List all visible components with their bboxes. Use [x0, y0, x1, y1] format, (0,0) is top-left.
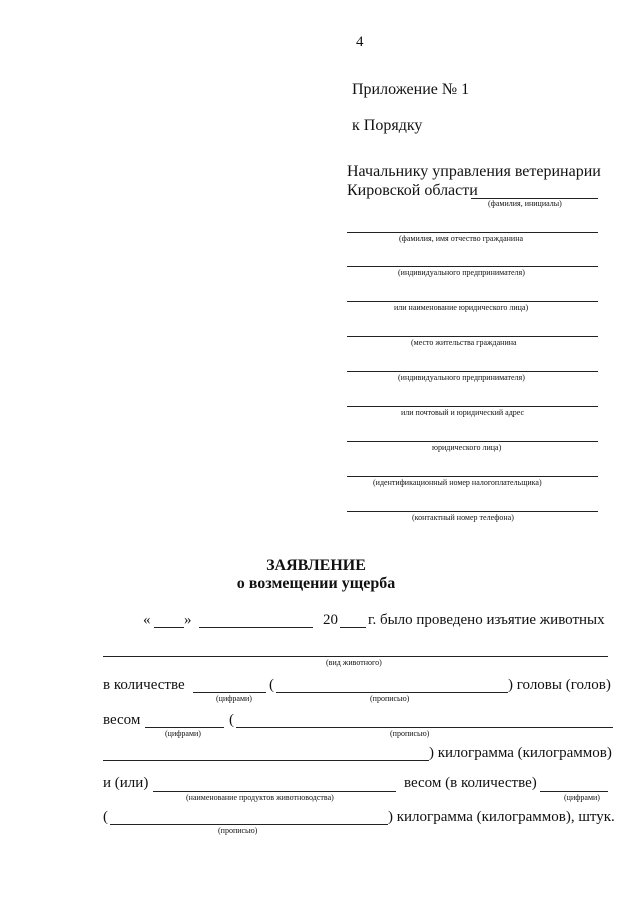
- products-words-caption: (прописью): [218, 826, 258, 835]
- animal-type-line[interactable]: [103, 656, 608, 657]
- animal-type-caption: (вид животного): [326, 658, 382, 667]
- products-digits-line[interactable]: [540, 791, 608, 792]
- date-close-quote: »: [184, 612, 192, 628]
- heads-text: ) головы (голов): [508, 677, 611, 693]
- year-prefix: 20: [323, 612, 338, 628]
- applicant-field-line[interactable]: [347, 336, 598, 337]
- weight-digits-caption: (цифрами): [165, 729, 201, 738]
- weight-words-caption: (прописью): [390, 729, 430, 738]
- quantity-open-paren: (: [269, 677, 274, 693]
- final-open-paren: (: [103, 809, 108, 825]
- applicant-field-caption: (индивидуального предпринимателя): [398, 268, 525, 277]
- applicant-field-line[interactable]: [347, 476, 598, 477]
- applicant-field-caption: юридического лица): [432, 443, 502, 452]
- applicant-field-line[interactable]: [347, 406, 598, 407]
- date-day-line[interactable]: [154, 627, 184, 628]
- date-open-quote: «: [143, 612, 151, 628]
- applicant-field-line[interactable]: [347, 371, 598, 372]
- applicant-field-caption: (фамилия, имя отчество гражданина: [399, 234, 524, 243]
- date-year-line[interactable]: [340, 627, 366, 628]
- applicant-field-caption: или почтовый и юридический адрес: [401, 408, 525, 417]
- applicant-field-line[interactable]: [347, 232, 598, 233]
- seizure-text: г. было проведено изъятие животных: [368, 612, 605, 628]
- addressee-line1: Начальнику управления ветеринарии: [347, 163, 601, 180]
- statement-title: ЗАЯВЛЕНИЕ: [266, 557, 366, 574]
- date-month-line[interactable]: [199, 627, 313, 628]
- appendix-title: Приложение № 1: [352, 81, 470, 98]
- weight-digits-line[interactable]: [145, 727, 224, 728]
- applicant-field-caption: или наименование юридического лица): [394, 303, 529, 312]
- applicant-field-line[interactable]: [347, 511, 598, 512]
- quantity-words-line[interactable]: [276, 692, 508, 693]
- quantity-digits-line[interactable]: [193, 692, 266, 693]
- final-text: ) килограмма (килограммов), штук.: [388, 809, 615, 825]
- statement-subtitle: о возмещении ущерба: [236, 575, 396, 592]
- applicant-field-line[interactable]: [347, 301, 598, 302]
- appendix-subtitle: к Порядку: [352, 117, 423, 134]
- applicant-field-caption: (идентификационный номер налогоплательщика): [373, 478, 542, 487]
- or-label: и (или): [103, 775, 149, 791]
- addressee-line2: Кировской области: [347, 182, 478, 199]
- quantity-label: в количестве: [103, 677, 185, 693]
- weight-qty-label: весом (в количестве): [404, 775, 537, 791]
- page-number: 4: [356, 34, 364, 50]
- weight-words-continuation-line[interactable]: [103, 760, 429, 761]
- products-caption: (наименование продуктов животноводства): [186, 793, 334, 802]
- weight-label: весом: [103, 712, 141, 728]
- products-line[interactable]: [153, 791, 396, 792]
- products-words-line[interactable]: [110, 824, 388, 825]
- applicant-field-line[interactable]: [347, 441, 598, 442]
- products-digits-caption: (цифрами): [564, 793, 600, 802]
- addressee-name-caption: (фамилия, инициалы): [488, 199, 562, 208]
- weight-open-paren: (: [229, 712, 234, 728]
- applicant-field-line[interactable]: [347, 266, 598, 267]
- applicant-field-caption: (место жительства гражданина: [411, 338, 517, 347]
- applicant-field-caption: (индивидуального предпринимателя): [398, 373, 525, 382]
- applicant-field-caption: (контактный номер телефона): [412, 513, 514, 522]
- kg-text: ) килограмма (килограммов): [429, 745, 612, 761]
- quantity-digits-caption: (цифрами): [216, 694, 252, 703]
- weight-words-line[interactable]: [236, 727, 613, 728]
- quantity-words-caption: (прописью): [370, 694, 410, 703]
